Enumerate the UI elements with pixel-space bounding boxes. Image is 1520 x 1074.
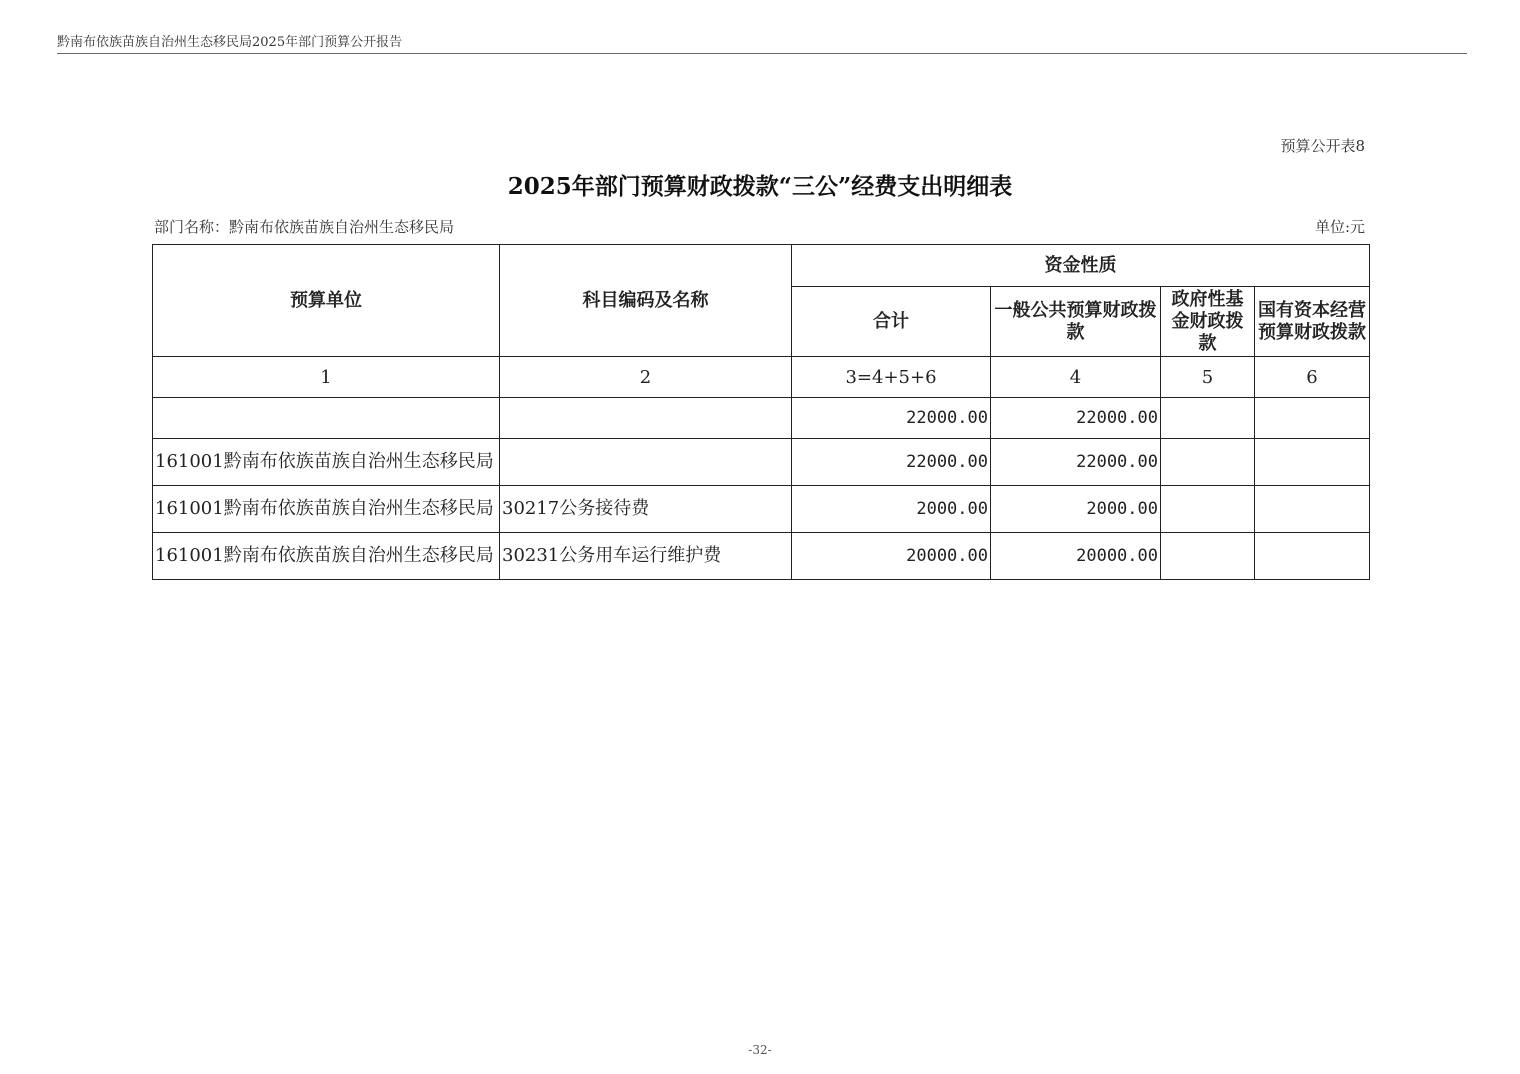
subject-cell [500, 398, 792, 439]
header-gov-fund: 政府性基金财政拨款 [1161, 287, 1255, 357]
unit-cell: 161001黔南布依族苗族自治州生态移民局 [153, 533, 500, 580]
unit-cell: 161001黔南布依族苗族自治州生态移民局 [153, 486, 500, 533]
currency-unit: 单位:元 [1314, 218, 1365, 236]
budget-table [152, 244, 1370, 580]
table-row [153, 439, 1370, 486]
general-cell: 20000.00 [991, 533, 1161, 580]
gov-fund-cell [1161, 486, 1255, 533]
table-row [153, 486, 1370, 533]
total-cell: 22000.00 [792, 398, 991, 439]
state-capital-cell [1255, 533, 1370, 580]
table-number: 预算公开表8 [1280, 137, 1365, 155]
unit-cell [153, 398, 500, 439]
gov-fund-cell [1161, 533, 1255, 580]
header-fund-nature: 资金性质 [792, 245, 1370, 287]
subject-cell [500, 439, 792, 486]
table-row [153, 398, 1370, 439]
index-cell: 6 [1255, 357, 1370, 398]
unit-cell: 161001黔南布依族苗族自治州生态移民局 [153, 439, 500, 486]
table-row [153, 533, 1370, 580]
state-capital-cell [1255, 398, 1370, 439]
total-cell: 2000.00 [792, 486, 991, 533]
general-cell: 22000.00 [991, 398, 1161, 439]
index-cell: 2 [500, 357, 792, 398]
subject-cell: 30231公务用车运行维护费 [500, 533, 792, 580]
general-cell: 22000.00 [991, 439, 1161, 486]
state-capital-cell [1255, 486, 1370, 533]
subject-cell: 30217公务接待费 [500, 486, 792, 533]
header-total: 合计 [792, 287, 991, 357]
header-general-budget: 一般公共预算财政拨款 [991, 287, 1161, 357]
index-cell: 5 [1161, 357, 1255, 398]
total-cell: 20000.00 [792, 533, 991, 580]
header-state-capital: 国有资本经营预算财政拨款 [1255, 287, 1370, 357]
department-name: 部门名称：黔南布依族苗族自治州生态移民局 [154, 218, 455, 236]
header-budget-unit: 预算单位 [153, 245, 500, 357]
total-cell: 22000.00 [792, 439, 991, 486]
running-header: 黔南布依族苗族自治州生态移民局2025年部门预算公开报告 [57, 35, 403, 50]
state-capital-cell [1255, 439, 1370, 486]
gov-fund-cell [1161, 439, 1255, 486]
index-cell: 1 [153, 357, 500, 398]
gov-fund-cell [1161, 398, 1255, 439]
index-row [153, 357, 1370, 398]
page-title: 2025年部门预算财政拨款“三公”经费支出明细表 [507, 173, 1013, 200]
page-number: -32- [748, 1043, 772, 1057]
header-divider [57, 53, 1467, 54]
general-cell: 2000.00 [991, 486, 1161, 533]
index-cell: 3=4+5+6 [792, 357, 991, 398]
header-subject: 科目编码及名称 [500, 245, 792, 357]
index-cell: 4 [991, 357, 1161, 398]
